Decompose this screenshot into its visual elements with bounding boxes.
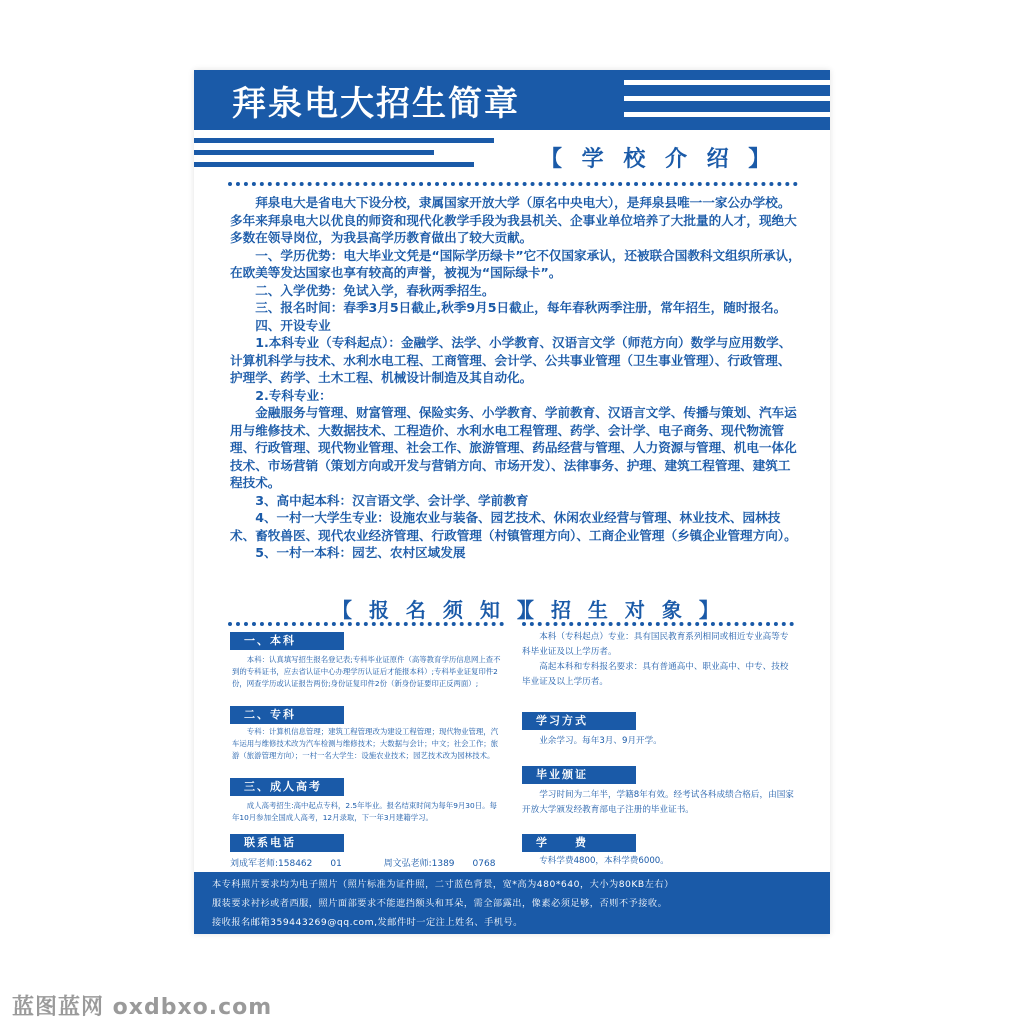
side-stripe [194,150,434,155]
tag-study-mode: 学习方式 [522,712,636,730]
intro-body [230,194,802,562]
adult-exam-text: 成人高考招生:高中起点专科，2.5年毕业。报名结束时间为每年9月30日。每年10月参加全国成人高考，12月录取，下一年3月建籍学习。 [232,801,497,822]
header-stripe [624,96,830,101]
zhuanke-requirements: 专科：计算机信息管理；建筑工程管理改为建设工程管理；现代物业管理，汽车运用与维修技术改为汽车检测与维修技术；大数据与会计；中文；社会工作；旅游（旅游管理方向）；一村一名大学生：设施农业技术；园艺技术改为园林技术。 [232,727,499,760]
intro-paragraph: 5、一村一本科：园艺、农村区域发展 [255,545,466,560]
contact-teacher-zhou: 周文弘老师:1389 0768 [383,859,496,869]
contact-teacher-liu: 刘成军老师:158462 01 [230,859,342,869]
intro-paragraph: 2.专科专业： [255,387,332,403]
dotted-divider [228,182,798,186]
footer-line: 本专科照片要求均为电子照片（照片标准为证件照，二寸蓝色背景，宽*高为480*640，大小为80KB左右） [212,879,674,890]
section-school-intro: 【 学 校 介 绍 】 [540,147,777,172]
tag-benke: 一、本科 [230,632,344,650]
benke-requirements: 本科：认真填写招生报名登记表;专科毕业证原件（高等教育学历信息网上查不到的专科证书，应去省认证中心办理学历认证后才能报本科）;专科毕业证复印件2份，网查学历或认证报告两份;身份证复印件2份（新身份证要印正反两面）; [232,655,501,688]
dotted-divider [228,622,504,626]
site-watermark: 蓝图蓝网 oxdbxo.com [12,995,273,1020]
page-title: 拜泉电大招生简章 [232,84,520,124]
header-stripe [624,80,830,85]
tag-adult-exam: 三、成人高考 [230,778,344,796]
header-stripe [624,112,830,117]
intro-paragraph: 二、入学优势：免试入学，春秋两季招生。 [255,282,495,298]
intro-paragraph: 金融服务与管理、财富管理、保险实务、小学教育、学前教育、汉语言文学、传播与策划、汽车运用与维修技术、大数据技术、工程造价、水利水电工程管理、药学、会计学、电子商务、现代物流管理、行政管理、现代物业管理、社会工作、旅游管理、药品经营与管理、人力资源与管理、机电一体化技术、市场营销（策划方向或开发与营销方向、市场开发）、法律事务、护理、建筑工程管理、建筑工程技术。 [230,405,797,490]
poster [194,70,830,934]
tag-contact: 联系电话 [230,834,344,852]
contact-info [230,856,495,869]
footer-banner [194,872,830,934]
tag-graduation: 毕业颁证 [522,766,636,784]
study-mode-text: 业余学习。每年3月、9月开学。 [539,736,662,746]
intro-paragraph: 一、学历优势：电大毕业文凭是“国际学历绿卡”它不仅国家承认，还被联合国教科文组织所承认，在欧美等发达国家也享有较高的声誉，被视为“国际绿卡”。 [230,247,801,280]
tag-zhuanke: 二、专科 [230,706,344,724]
footer-line: 服装要求衬衫或者西服，照片面部要求不能遮挡额头和耳朵，需全部露出，像素必须足够，否则不予接收。 [212,898,668,909]
intro-paragraph: 1.本科专业（专科起点）：金融学、法学、小学教育、汉语言文学（师范方向）数学与应用数学、计算机科学与技术、水利水电工程、工商管理、会计学、公共事业管理（卫生事业管理）、行政管理、护理学、药学、土木工程、机械设计制造及其自动化。 [230,335,792,385]
intro-paragraph: 4、一村一大学生专业：设施农业与装备、园艺技术、休闲农业经营与管理、林业技术、园林技术、畜牧兽医、现代农业经济管理、行政管理（村镇管理方向）、工商企业管理（乡镇企业管理方向）。 [230,510,797,543]
side-stripe [194,138,494,143]
side-stripe [194,162,474,167]
intro-paragraph: 拜泉电大是省电大下设分校，隶属国家开放大学（原名中央电大），是拜泉县唯一一家公办学校。多年来拜泉电大以优良的师资和现代化教学手段为我县机关、企事业单位培养了大批量的人才，现绝大多数在领导岗位，为我县高学历教育做出了较大贡献。 [230,195,797,245]
intro-paragraph: 四、开设专业 [255,317,331,333]
tag-tuition: 学 费 [522,834,636,852]
graduation-text: 学习时间为二年半，学籍8年有效。经考试各科成绩合格后，由国家开放大学颁发经教育部电子注册的毕业证书。 [522,790,794,815]
tuition-text: 专科学费4800，本科学费6000。 [539,856,669,866]
footer-line: 接收报名邮箱359443269@qq.com,发邮件时一定注上姓名、手机号。 [212,917,523,928]
section-apply-notice: 【 报 名 须 知 】 [332,598,542,622]
intro-paragraph: 3、高中起本科：汉言语文学、会计学、学前教育 [255,492,529,508]
dotted-divider [522,622,794,626]
intro-paragraph: 三、报名时间：春季3月5日截止,秋季9月5日截止，每年春秋两季注册，常年招生，随时报名。 [255,300,787,315]
enroll-target-text: 本科（专科起点）专业：具有国民教育系列相同或相近专业高等专科毕业证及以上学历者。 高起本科和专科报名要求：具有普通高中、职业高中、中专、技校毕业证及以上学历者。 [522,632,789,687]
section-enroll-target: 【 招 生 对 象 】 [514,598,724,622]
